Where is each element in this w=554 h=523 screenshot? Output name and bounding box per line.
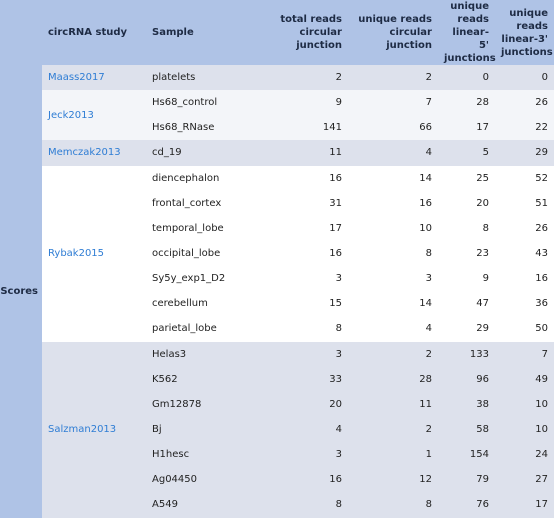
- total-reads-column-header: [272, 0, 348, 65]
- unique-reads-cell: 14: [348, 166, 438, 191]
- linear5-cell: 79: [438, 467, 495, 492]
- study-cell: [42, 140, 146, 165]
- header-line: circular: [299, 27, 342, 38]
- sample-cell: Bj: [146, 417, 272, 442]
- total-reads-cell: 2: [272, 65, 348, 90]
- sample-cell: Gm12878: [146, 392, 272, 417]
- header-line: junctions: [444, 53, 496, 64]
- table-row: [0, 65, 554, 90]
- linear3-cell: 51: [495, 191, 554, 216]
- linear3-cell: 49: [495, 367, 554, 392]
- linear5-cell: 96: [438, 367, 495, 392]
- linear5-cell: 76: [438, 492, 495, 517]
- header-line: circular: [389, 27, 432, 38]
- linear3-cell: 43: [495, 241, 554, 266]
- linear3-cell: 26: [495, 90, 554, 115]
- header-line: junction: [386, 40, 432, 51]
- sample-cell: cd_19: [146, 140, 272, 165]
- linear5-cell: 133: [438, 342, 495, 367]
- total-reads-cell: 31: [272, 191, 348, 216]
- sample-cell: diencephalon: [146, 166, 272, 191]
- total-reads-cell: 3: [272, 266, 348, 291]
- study-link[interactable]: Memczak2013: [48, 147, 121, 159]
- header-line: linear-5': [452, 27, 489, 51]
- linear3-cell: 16: [495, 266, 554, 291]
- sample-cell: parietal_lobe: [146, 316, 272, 341]
- linear3-cell: 50: [495, 316, 554, 341]
- sample-cell: K562: [146, 367, 272, 392]
- total-reads-cell: 9: [272, 90, 348, 115]
- header-line: unique: [450, 1, 489, 12]
- sample-cell: Ag04450: [146, 467, 272, 492]
- total-reads-cell: 4: [272, 417, 348, 442]
- linear5-cell: 8: [438, 216, 495, 241]
- linear3-cell: 22: [495, 115, 554, 140]
- study-link[interactable]: Salzman2013: [48, 424, 117, 436]
- header-line: junctions: [501, 46, 553, 58]
- linear3-cell: 17: [495, 492, 554, 517]
- study-link[interactable]: Jeck2013: [48, 109, 94, 121]
- sample-cell: Helas3: [146, 342, 272, 367]
- linear5-cell: 25: [438, 166, 495, 191]
- row-label-header: [0, 0, 42, 65]
- study-column-header: circRNA study: [42, 0, 146, 65]
- total-reads-cell: 3: [272, 442, 348, 467]
- header-line: junction: [296, 40, 342, 51]
- unique-reads-cell: 2: [348, 65, 438, 90]
- header-line: linear-3': [501, 33, 548, 45]
- total-reads-cell: 16: [272, 467, 348, 492]
- total-reads-cell: 15: [272, 291, 348, 316]
- linear3-column-header: [495, 0, 554, 65]
- total-reads-cell: 141: [272, 115, 348, 140]
- study-cell: [42, 342, 146, 518]
- sample-cell: cerebellum: [146, 291, 272, 316]
- header-line: reads: [457, 14, 489, 25]
- unique-reads-cell: 8: [348, 241, 438, 266]
- linear5-cell: 38: [438, 392, 495, 417]
- linear5-cell: 58: [438, 417, 495, 442]
- unique-reads-cell: 4: [348, 140, 438, 165]
- linear3-cell: 27: [495, 467, 554, 492]
- total-reads-cell: 16: [272, 166, 348, 191]
- linear3-cell: 0: [495, 65, 554, 90]
- total-reads-cell: 17: [272, 216, 348, 241]
- sample-cell: platelets: [146, 65, 272, 90]
- linear5-cell: 0: [438, 65, 495, 90]
- unique-reads-cell: 14: [348, 291, 438, 316]
- total-reads-cell: 8: [272, 316, 348, 341]
- linear5-cell: 28: [438, 90, 495, 115]
- linear5-cell: 20: [438, 191, 495, 216]
- unique-reads-cell: 4: [348, 316, 438, 341]
- unique-reads-cell: 11: [348, 392, 438, 417]
- linear3-cell: 24: [495, 442, 554, 467]
- sample-cell: temporal_lobe: [146, 216, 272, 241]
- linear5-cell: 17: [438, 115, 495, 140]
- total-reads-cell: 11: [272, 140, 348, 165]
- total-reads-cell: 20: [272, 392, 348, 417]
- linear3-cell: 7: [495, 342, 554, 367]
- unique-reads-cell: 12: [348, 467, 438, 492]
- sample-cell: Hs68_RNase: [146, 115, 272, 140]
- unique-reads-cell: 2: [348, 417, 438, 442]
- linear5-cell: 5: [438, 140, 495, 165]
- unique-reads-cell: 8: [348, 492, 438, 517]
- linear3-cell: 52: [495, 166, 554, 191]
- study-cell: [42, 90, 146, 140]
- linear5-cell: 23: [438, 241, 495, 266]
- unique-reads-cell: 3: [348, 266, 438, 291]
- table-row: [0, 140, 554, 165]
- scores-row-label: Scores: [0, 65, 42, 518]
- linear3-cell: 29: [495, 140, 554, 165]
- unique-reads-cell: 2: [348, 342, 438, 367]
- study-cell: [42, 65, 146, 90]
- table-row: [0, 166, 554, 191]
- linear3-cell: 36: [495, 291, 554, 316]
- linear5-cell: 9: [438, 266, 495, 291]
- sample-column-header: Sample: [146, 0, 272, 65]
- table-body: [0, 65, 554, 518]
- linear3-cell: 10: [495, 417, 554, 442]
- total-reads-cell: 3: [272, 342, 348, 367]
- unique-reads-cell: 28: [348, 367, 438, 392]
- unique-reads-cell: 66: [348, 115, 438, 140]
- sample-cell: occipital_lobe: [146, 241, 272, 266]
- unique-reads-cell: 16: [348, 191, 438, 216]
- header-line: unique: [509, 7, 548, 19]
- linear3-cell: 26: [495, 216, 554, 241]
- sample-cell: Sy5y_exp1_D2: [146, 266, 272, 291]
- sample-cell: A549: [146, 492, 272, 517]
- total-reads-cell: 33: [272, 367, 348, 392]
- unique-reads-cell: 7: [348, 90, 438, 115]
- table-row: [0, 90, 554, 115]
- linear5-cell: 47: [438, 291, 495, 316]
- table-row: [0, 342, 554, 367]
- linear5-column-header: [438, 0, 495, 65]
- unique-reads-cell: 10: [348, 216, 438, 241]
- study-link[interactable]: Rybak2015: [48, 248, 105, 260]
- sample-cell: frontal_cortex: [146, 191, 272, 216]
- study-link[interactable]: Maass2017: [48, 72, 105, 84]
- unique-reads-column-header: [348, 0, 438, 65]
- sample-cell: H1hesc: [146, 442, 272, 467]
- linear5-cell: 29: [438, 316, 495, 341]
- study-cell: [42, 166, 146, 342]
- total-reads-cell: 16: [272, 241, 348, 266]
- sample-cell: Hs68_control: [146, 90, 272, 115]
- total-reads-cell: 8: [272, 492, 348, 517]
- header-row: [0, 0, 554, 65]
- header-line: reads: [516, 20, 548, 32]
- header-line: unique reads: [358, 14, 432, 25]
- unique-reads-cell: 1: [348, 442, 438, 467]
- linear3-cell: 10: [495, 392, 554, 417]
- linear5-cell: 154: [438, 442, 495, 467]
- header-line: total reads: [280, 14, 342, 25]
